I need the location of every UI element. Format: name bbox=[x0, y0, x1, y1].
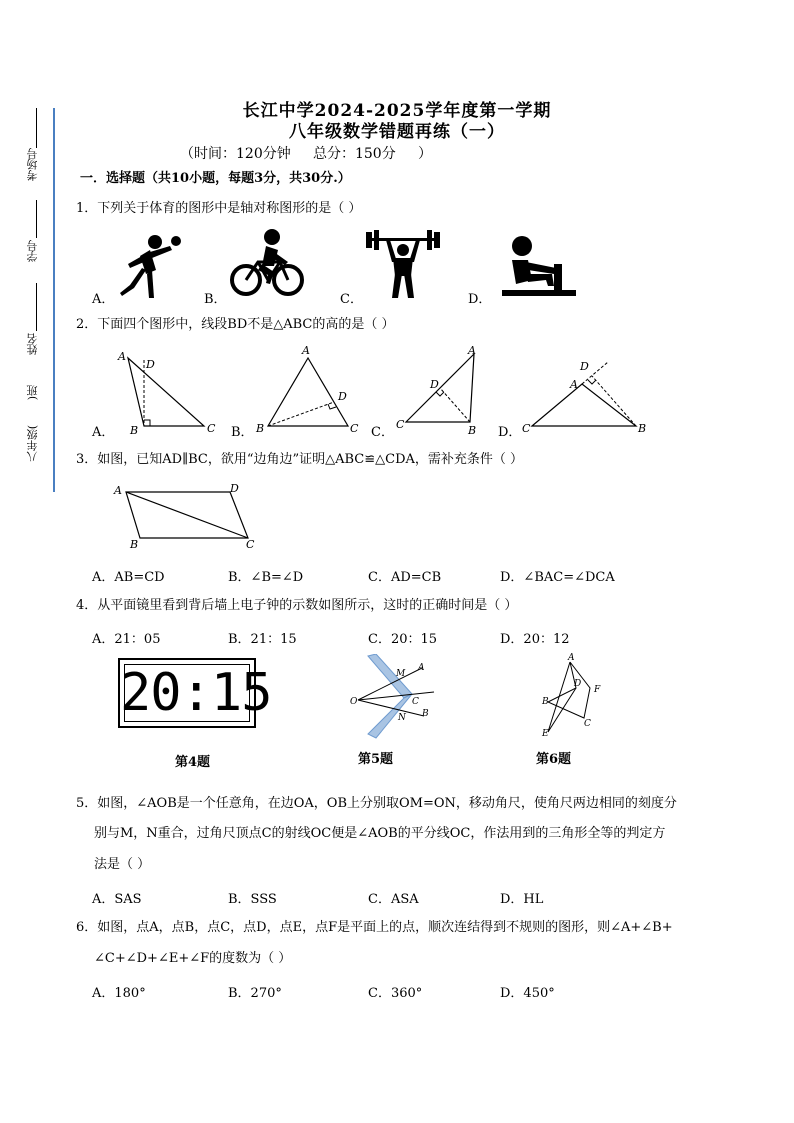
label-d: D bbox=[580, 360, 589, 373]
q1-stem: 1．下列关于体育的图形中是轴对称图形的是（ ） bbox=[76, 201, 362, 216]
q2-option-d: D． bbox=[498, 425, 522, 440]
q2-figure-a bbox=[112, 342, 222, 436]
q3-option-c: C．AD=CB bbox=[368, 570, 442, 585]
caption-fig6: 第6题 bbox=[536, 752, 572, 767]
q4-option-c: C．20：15 bbox=[368, 632, 438, 647]
binding-strip-bar bbox=[53, 108, 55, 492]
q2-figure-c bbox=[390, 342, 500, 436]
q4-option-a: A．21：05 bbox=[92, 632, 161, 647]
label-b: B bbox=[130, 538, 139, 551]
rower-icon bbox=[496, 234, 580, 300]
student-no-line bbox=[36, 200, 37, 238]
label-n: N bbox=[398, 713, 406, 723]
q5-line2: 别与M，N重合，过角尺顶点C的射线OC便是∠AOB的平分线OC，作法用到的三角形全等的判定方 bbox=[94, 826, 666, 841]
q5-line3: 法是（ ） bbox=[94, 857, 151, 872]
q5-option-a: A．SAS bbox=[92, 892, 142, 907]
mirror-clock bbox=[118, 658, 272, 728]
q2-figure-b bbox=[252, 342, 370, 436]
label-d: D bbox=[574, 679, 582, 689]
q3-parallelogram-figure bbox=[108, 480, 268, 552]
label-e: E bbox=[542, 729, 549, 738]
q5-angle-ruler-figure bbox=[348, 654, 438, 740]
label-a: A bbox=[468, 344, 476, 357]
q3-stem: 3．如图，已知AD∥BC，欲用“边角边”证明△ABC≌△CDA，需补充条件（ ） bbox=[76, 452, 524, 467]
q6-option-d: D．450° bbox=[500, 986, 555, 1001]
label-c: C bbox=[522, 422, 531, 435]
label-d: D bbox=[338, 390, 347, 403]
label-d: D bbox=[146, 358, 155, 371]
section-heading: 一．选择题（共10小题，每题3分，共30分.） bbox=[80, 171, 351, 186]
q1-option-a: A． bbox=[92, 292, 115, 307]
label-m: M bbox=[396, 669, 406, 679]
label-b: B bbox=[542, 697, 549, 707]
volleyball-player-icon bbox=[112, 230, 182, 300]
q2-option-a: A． bbox=[92, 425, 115, 440]
label-a: A bbox=[568, 653, 575, 663]
q3-option-a: A．AB=CD bbox=[92, 570, 165, 585]
q4-option-b: B．21：15 bbox=[228, 632, 297, 647]
label-b: B bbox=[468, 424, 477, 436]
label-d: D bbox=[430, 378, 439, 391]
q6-option-c: C．360° bbox=[368, 986, 423, 1001]
label-c: C bbox=[246, 538, 255, 551]
q5-option-b: B．SSS bbox=[228, 892, 277, 907]
q2-option-c: C． bbox=[371, 425, 394, 440]
q6-figure bbox=[538, 652, 608, 738]
label-a: A bbox=[118, 350, 126, 363]
q6-option-a: A．180° bbox=[92, 986, 146, 1001]
q1-option-c: C． bbox=[340, 292, 363, 307]
q2-option-b: B． bbox=[231, 425, 254, 440]
cyclist-icon bbox=[228, 228, 306, 300]
q2-stem: 2．下面四个图形中，线段BD不是△ABC的高的是（ ） bbox=[76, 317, 395, 332]
label-c: C bbox=[412, 697, 419, 707]
label-a: A bbox=[302, 344, 310, 357]
class-label: )班 bbox=[26, 385, 39, 401]
q6-line2: ∠C+∠D+∠E+∠F的度数为（ ） bbox=[94, 951, 292, 966]
q3-option-b: B．∠B=∠D bbox=[228, 570, 304, 585]
name-line bbox=[36, 283, 37, 331]
label-b: B bbox=[422, 709, 429, 719]
caption-fig5: 第5题 bbox=[358, 752, 394, 767]
grade-label: 八年级( bbox=[26, 425, 39, 463]
label-c: C bbox=[584, 719, 591, 729]
q3-option-d: D．∠BAC=∠DCA bbox=[500, 570, 615, 585]
q6-line1: 6．如图，点A，点B，点C，点D，点E，点F是平面上的点，顺次连结得到不规则的图形，则∠A+∠B+ bbox=[76, 920, 673, 935]
label-a: A bbox=[114, 484, 122, 497]
q1-option-b: B． bbox=[204, 292, 227, 307]
label-b: B bbox=[638, 422, 647, 435]
label-c: C bbox=[207, 422, 216, 435]
student-no-label: 学号 bbox=[26, 240, 39, 262]
label-c: C bbox=[396, 418, 405, 431]
weightlifter-icon bbox=[364, 230, 442, 300]
label-b: B bbox=[130, 424, 139, 436]
q4-option-d: D．20：12 bbox=[500, 632, 570, 647]
q2-figure-d bbox=[518, 350, 658, 436]
q1-option-d: D． bbox=[468, 292, 492, 307]
label-o: O bbox=[350, 697, 358, 707]
label-c: C bbox=[350, 422, 359, 435]
q5-line1: 5．如图，∠AOB是一个任意角，在边OA，OB上分别取OM=ON，移动角尺，使角尺两边相同的刻度分 bbox=[76, 796, 677, 811]
q6-option-b: B．270° bbox=[228, 986, 282, 1001]
label-b: B bbox=[256, 422, 265, 435]
q5-option-d: D．HL bbox=[500, 892, 544, 907]
label-a: A bbox=[570, 378, 578, 391]
exam-meta: （时间：120分钟 总分：150分 ） bbox=[180, 146, 432, 162]
page-title: 长江中学2024-2025学年度第一学期 bbox=[242, 101, 552, 121]
label-a: A bbox=[418, 663, 425, 673]
name-label: 姓名 bbox=[26, 333, 39, 355]
label-f: F bbox=[594, 685, 601, 695]
label-d: D bbox=[230, 482, 239, 495]
q4-stem: 4．从平面镜里看到背后墙上电子钟的示数如图所示，这时的正确时间是（ ） bbox=[76, 598, 518, 613]
page-subtitle: 八年级数学错题再练（一） bbox=[289, 122, 505, 142]
caption-fig4: 第4题 bbox=[175, 755, 211, 770]
clock-digits: 20:15 bbox=[120, 663, 272, 723]
exam-room-label: 考场号 bbox=[26, 148, 39, 181]
q5-option-c: C．ASA bbox=[368, 892, 419, 907]
